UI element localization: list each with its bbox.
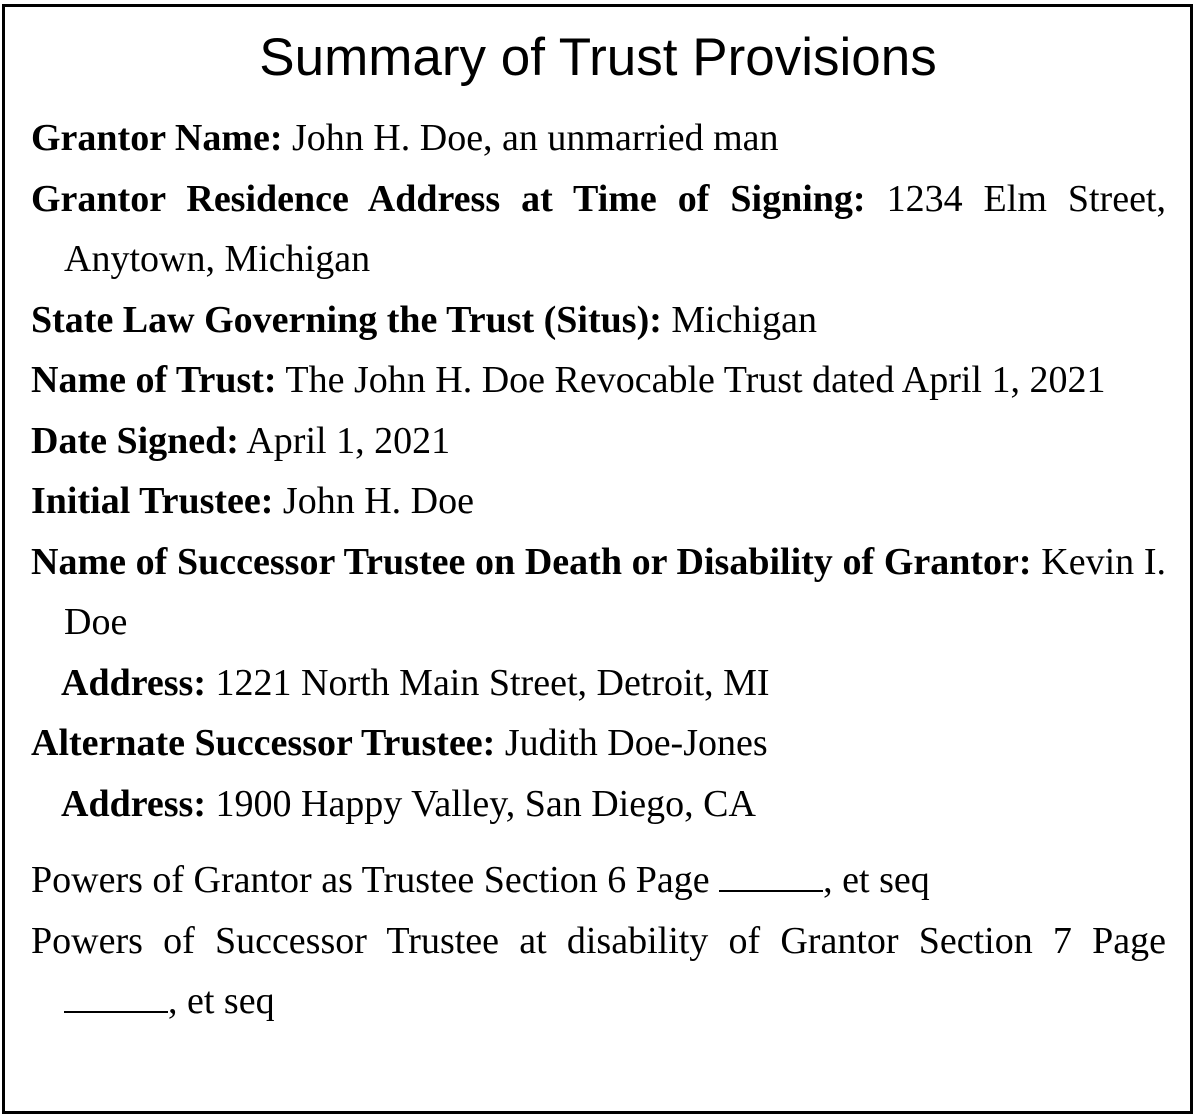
entry-value: Kevin I. Doe [64,540,1166,643]
entry-label: Initial Trustee: [31,480,274,522]
grantor-address-entry [31,169,1166,290]
entry-label: Name of Successor Trustee on Death or Disability of Grantor: [31,540,1032,583]
entry-value: John H. Doe [282,480,474,522]
entry-value: April 1, 2021 [246,419,451,462]
reference-text: Powers of Grantor as Trustee Section 6 Page [31,859,710,901]
entry-value: The John H. Doe Revocable Trust dated April 1, 2021 [285,359,1106,401]
entry-value: 1900 Happy Valley, San Diego, CA [215,782,756,825]
entry-label: Grantor Residence Address at Time of Signing: [31,177,866,220]
provisions-body [31,108,1166,1032]
successor-powers-reference [31,911,1166,1032]
entry-label: Name of Trust: [31,359,277,401]
entry-value: John H. Doe, an unmarried man [292,117,779,159]
grantor-name-entry [31,108,1166,169]
entry-label: Alternate Successor Trustee: [31,722,496,764]
page-number-blank [719,889,823,892]
alternate-trustee-address-entry [28,774,1166,835]
trust-name-entry [31,350,1166,411]
entry-value: 1234 Elm Street, Anytown, Michigan [64,177,1166,280]
grantor-powers-reference [31,850,1166,911]
document-title: Summary of Trust Provisions [259,28,937,87]
reference-suffix: , et seq [823,859,930,901]
entry-label: Address: [61,661,206,704]
entry-label: State Law Governing the Trust (Situs): [31,298,662,341]
reference-suffix: , et seq [168,980,275,1022]
entry-label: Address: [61,782,206,825]
page-number-blank [64,1010,168,1013]
successor-trustee-entry [31,532,1166,653]
initial-trustee-entry [31,471,1166,532]
entry-label: Grantor Name: [31,117,283,159]
entry-label: Date Signed: [31,419,239,462]
alternate-successor-trustee-entry [31,713,1166,774]
successor-trustee-address-entry [28,653,1166,714]
entry-value: Judith Doe-Jones [504,722,768,764]
entry-value: 1221 North Main Street, Detroit, MI [215,661,770,704]
reference-text: Powers of Successor Trustee at disability of Grantor Section 7 Page [31,919,1166,962]
entry-value: Michigan [671,298,818,341]
governing-law-entry [31,290,1166,351]
date-signed-entry [31,411,1166,472]
